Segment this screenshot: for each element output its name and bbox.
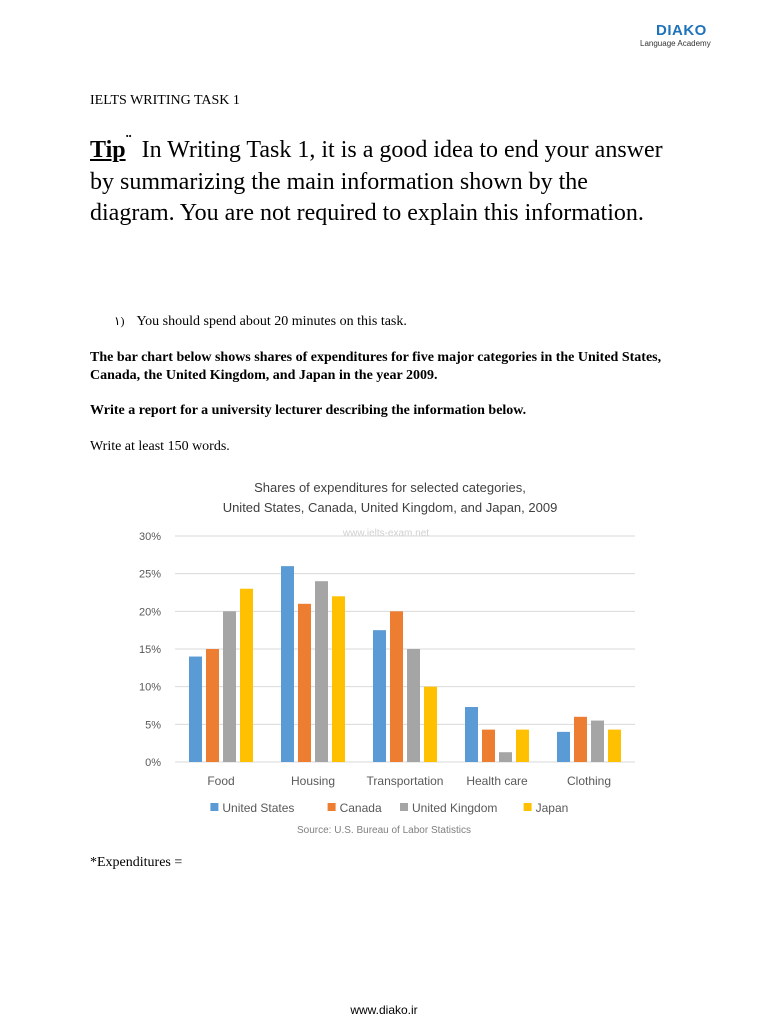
bar-transportation-japan — [424, 687, 437, 762]
y-axis — [139, 531, 161, 769]
legend-label: Canada — [339, 801, 382, 815]
legend-swatch — [524, 803, 532, 811]
tip-label: Tip — [90, 137, 126, 163]
x-tick-label: Food — [207, 774, 235, 788]
bar-health-care-canada — [482, 730, 495, 762]
legend-swatch — [210, 803, 218, 811]
x-tick-label: Transportation — [366, 774, 444, 788]
logo-name: DIAKO — [656, 22, 707, 39]
bar-housing-japan — [332, 596, 345, 762]
y-tick-label: 20% — [138, 606, 161, 619]
chart-source: Source: U.S. Bureau of Labor Statistics — [297, 825, 471, 836]
y-tick-label: 15% — [138, 644, 161, 656]
bar-food-japan — [240, 589, 253, 762]
legend-label: Japan — [535, 801, 569, 815]
legend-label: United States — [222, 801, 295, 815]
chart-title-line1: Shares of expenditures for selected categories, — [254, 480, 526, 495]
x-tick-label: Clothing — [566, 774, 612, 788]
task-title: IELTS WRITING TASK 1 — [90, 93, 240, 108]
x-tick-label: Health care — [466, 774, 528, 788]
logo-tagline: Language Academy — [640, 39, 711, 48]
bar-food-canada — [206, 649, 219, 762]
legend-swatch — [328, 803, 336, 811]
time-instruction — [114, 314, 407, 330]
y-tick-label: 10% — [138, 681, 161, 694]
bar-housing-canada — [298, 604, 311, 762]
bar-health-care-japan — [516, 730, 529, 762]
y-tick-label: 30% — [138, 531, 161, 543]
chart-bars — [189, 566, 621, 762]
bar-clothing-united-kingdom — [591, 721, 604, 762]
chart-legend — [210, 801, 568, 815]
legend-label: United Kingdom — [412, 801, 498, 815]
chart-title-line2: United States, Canada, United Kingdom, and Japan, 2009 — [222, 500, 558, 515]
chart-watermark: www.ielts-exam.net — [342, 528, 430, 539]
task-prompt: The bar chart below shows shares of expenditures for five major categories in the United States, Canada, the United Kingdom, and Japan in the year 2009. — [90, 350, 662, 383]
bar-clothing-canada — [574, 717, 587, 762]
bar-food-united-states — [189, 657, 202, 762]
bar-clothing-united-states — [557, 732, 570, 762]
diako-logo — [640, 22, 711, 48]
y-tick-label: 0% — [145, 757, 161, 769]
x-tick-label: Housing — [290, 774, 336, 788]
bar-transportation-canada — [390, 611, 403, 762]
word-count-instruction: Write at least 150 words. — [90, 439, 230, 454]
report-instruction: Write a report for a university lecturer describing the information below. — [90, 403, 527, 418]
bar-housing-united-states — [281, 566, 294, 762]
instruction-text: You should spend about 20 minutes on this task. — [136, 314, 407, 329]
y-tick-label: 5% — [145, 719, 161, 732]
y-tick-label: 25% — [138, 568, 161, 581]
tip-text: In Writing Task 1, it is a good idea to end your answer by summarizing the main information shown by the diagram. You are not required to explain this information. — [90, 137, 663, 226]
bar-housing-united-kingdom — [315, 581, 328, 762]
bar-clothing-japan — [608, 730, 621, 762]
bar-food-united-kingdom — [223, 611, 236, 762]
tip-marks: ¨ — [125, 131, 132, 151]
bar-health-care-united-states — [465, 707, 478, 762]
expenditures-footnote: *Expenditures = — [90, 855, 183, 870]
legend-swatch — [400, 803, 408, 811]
tip-paragraph — [90, 131, 670, 229]
bar-transportation-united-states — [373, 630, 386, 762]
instruction-number: ۱) — [114, 314, 125, 328]
footer-url: www.diako.ir — [350, 1003, 418, 1017]
bar-health-care-united-kingdom — [499, 752, 512, 762]
bar-chart — [120, 472, 650, 842]
bar-transportation-united-kingdom — [407, 649, 420, 762]
x-axis — [207, 774, 611, 788]
